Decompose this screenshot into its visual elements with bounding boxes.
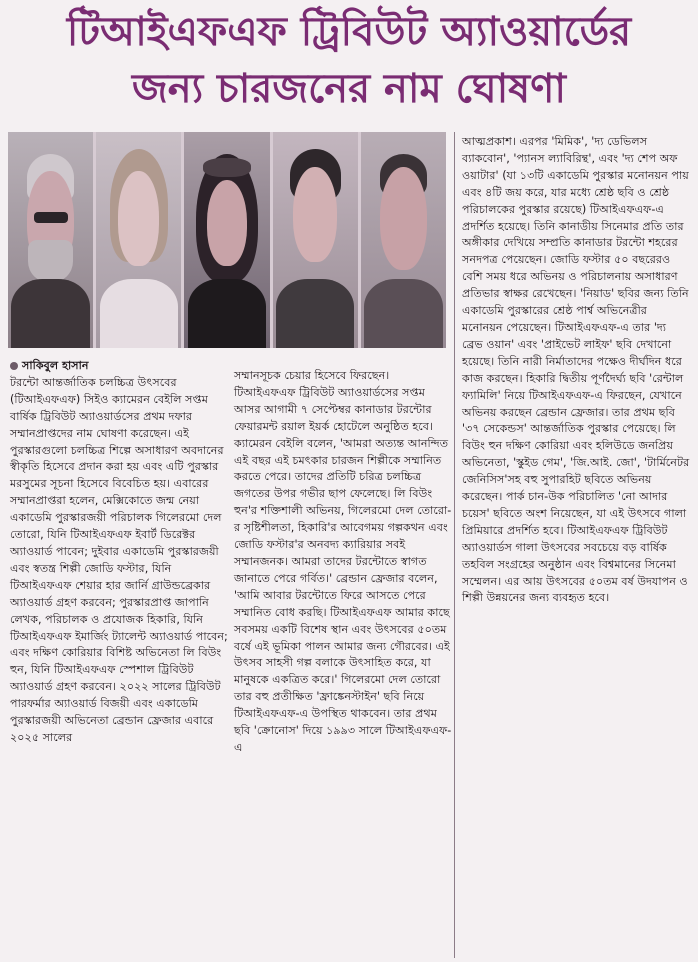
headline — [6, 4, 692, 130]
honorees-photo — [8, 132, 446, 348]
portrait-3 — [184, 132, 269, 348]
column-divider — [454, 132, 455, 958]
byline-bullet-icon — [10, 362, 18, 370]
article-column-2 — [234, 368, 454, 757]
article-text-3: আত্মপ্রকাশ। এরপর 'মিমিক', 'দ্য ডেভিলস ব্যাকবোন', 'প্যানস ল্যাবিরিন্থ', এবং 'দ্য শেপ অফ ওয়াটার' (যা ১৩টি একাডেমি পুরস্কার মনোনয়ন পায় এবং ৪টি জয় করে, যার মধ্যে শ্রেষ্ঠ ছবি ও শ্রেষ্ঠ পরিচালকের পুরস্কার রয়েছে) টিআইএফএফ-এ প্রদর্শিত হয়েছে। তিনি কানাডীয় সিনেমার প্রতি তার অঙ্গীকার দেখিয়ে সম্প্রতি কানাডার টরন্টো শহরের সনদপত্র পেয়েছেন। জোডি ফস্টার ৫০ বছরেরও বেশি সময় ধরে অভিনয় ও পরিচালনায় অসাধারণ প্রতিভার স্বাক্ষর রেখেছেন। 'নিয়াড' ছবির জন্য তিনি একাডেমি পুরস্কারের শ্রেষ্ঠ পার্শ্ব অভিনেত্রীর মনোনয়ন পেয়েছেন। টিআইএফএফ-এ তার 'দ্য ব্রেভ ওয়ান' এবং 'প্রাইভেট লাইফ' ছবি দেখানো হয়েছে। তিনি নারী নির্মাতাদের পক্ষেও দীর্ঘদিন ধরে কাজ করছেন। হিকারি দ্বিতীয় পূর্ণদৈর্ঘ্য ছবি 'রেন্টাল ফ্যামিলি' নিয়ে টিআইএফএফ-এ ফিরছেন, যেখানে অভিনয় করছেন ব্রেন্ডান ফ্রেজার। তার প্রথম ছবি '৩৭ সেকেন্ডস' আন্তর্জাতিক পুরস্কার পেয়েছে। লি বিউং হুন দক্ষিণ কোরিয়া এবং হলিউডে জনপ্রিয় অভিনেতা, 'স্কুইড গেম', 'জি.আই. জো', 'টার্মিনেটর জেনিসিস'সহ বহু সুপারহিট ছবিতে অভিনয় করেছেন। পার্ক চান-উক পরিচালিত 'নো আদার চয়েস' ছবিতে অংশ নিয়েছেন, যা এই উৎসবে গালা প্রিমিয়ারে প্রদর্শিত হবে। টিআইএফএফ ট্রিবিউট অ্যাওয়ার্ডস গালা উৎসবের সবচেয়ে বড় বার্ষিক তহবিল সংগ্রহের অনুষ্ঠান এবং বিশ্বমানের সিনেমা সম্মেলন। এর আয় উৎসবের ৫০তম বর্ষ উদযাপন ও শিল্পী উন্নয়নের জন্য ব্যবহৃত হবে। — [462, 135, 690, 605]
headline-line-1: টিআইএফএফ ট্রিবিউট অ্যাওয়ার্ডের — [66, 9, 632, 55]
portrait-5 — [361, 132, 446, 348]
byline — [10, 358, 228, 375]
article-text-1: টরন্টো আন্তর্জাতিক চলচ্চিত্র উৎসবের (টিআইএফএফ) সিইও ক্যামেরন বেইলি সপ্তম বার্ষিক ট্রিবিউট অ্যাওয়ার্ডসের প্রথম দফার সম্মানপ্রাপ্তদের নাম ঘোষণা করেছেন। এই পুরস্কারগুলো চলচ্চিত্র শিল্পে অসাধারণ অবদানের স্বীকৃতি হিসেবে প্রদান করা হয় এবং এটি পুরস্কার মরসুমের সূচনা হিসেবে বিবেচিত হয়। এবারের সম্মানপ্রাপ্তরা হলেন, মেক্সিকোতে জন্ম নেয়া একাডেমি পুরস্কারজয়ী পরিচালক গিলেরমো দেল তোরো, যিনি টিআইএফএফ ইবার্ট ডিরেক্টর অ্যাওয়ার্ড পাবেন; দুইবার একাডেমি পুরস্কারজয়ী এবং স্বতন্ত্র শিল্পী জোডি ফস্টার, যিনি টিআইএফএফ শেয়ার হার জার্নি গ্রাউন্ডব্রেকার অ্যাওয়ার্ড গ্রহণ করবেন; পুরস্কারপ্রাপ্ত জাপানি লেখক, পরিচালক ও প্রযোজক হিকারি, যিনি টিআইএফএফ ইমার্জিং ট্যালেন্ট অ্যাওয়ার্ড পাবেন; এবং দক্ষিণ কোরিয়ার বিশিষ্ট অভিনেতা লি বিউং হুন, যিনি টিআইএফএফ স্পেশাল ট্রিবিউট অ্যাওয়ার্ড গ্রহণ করবেন। ২০২২ সালের ট্রিবিউট পারফর্মার অ্যাওয়ার্ড বিজয়ী এবং একাডেমি পুরস্কারজয়ী অভিনেতা ব্রেন্ডান ফ্রেজার এবারে ২০২৫ সালের — [10, 375, 228, 744]
portrait-1 — [8, 132, 93, 348]
article-text-2: সম্মানসূচক চেয়ার হিসেবে ফিরছেন। টিআইএফএফ ট্রিবিউট অ্যাওয়ার্ডসের সপ্তম আসর আগামী ৭ সেপ্টেম্বর কানাডার টরন্টোর ফেয়ারমন্ট রয়াল ইয়র্ক হোটেলে অনুষ্ঠিত হবে। ক্যামেরন বেইলি বলেন, 'আমরা অত্যন্ত আনন্দিত এই বছর এই চমৎকার চারজন শিল্পীকে সম্মানিত করতে পেরে। তাদের প্রতিটি চরিত্র চলচ্চিত্র জগতের উপর গভীর ছাপ ফেলেছে। লি বিউং হুন'র শক্তিশালী অভিনয়, গিলেরমো দেল তোরো-র সৃষ্টিশীলতা, হিকারি'র আবেগময় গল্পকথন এবং জোডি ফস্টার'র অনবদ্য ক্যারিয়ার সবই সম্মানজনক। আমরা তাদের টরন্টোতে স্বাগত জানাতে পেরে গর্বিত।' ব্রেন্ডান ফ্রেজার বলেন, 'আমি আবার টরন্টোতে ফিরে আসতে পেরে সম্মানিত বোধ করছি। টিআইএফএফ আমার কাছে সবসময় একটি বিশেষ স্থান এবং উৎসবের ৫০তম বর্ষে এই ভূমিকা পালন আমার জন্য গৌরবের। এই উৎসব সাহসী গল্প বলাকে উৎসাহিত করে, যা মানুষকে একত্রিত করে।' গিলেরমো দেল তোরো তার বহু প্রতীক্ষিত 'ফ্রাঙ্কেনস্টাইন' ছবি নিয়ে টিআইএফএফ-এ উপস্থিত থাকবেন। তার প্রথম ছবি 'ক্রোনোস' দিয়ে ১৯৯৩ সালে টিআইএফএফ-এ — [234, 369, 452, 754]
portrait-2 — [96, 132, 181, 348]
article-column-1 — [10, 358, 228, 747]
portrait-4 — [273, 132, 358, 348]
byline-author: সাকিবুল হাসান — [22, 359, 89, 372]
headline-line-2: জন্য চারজনের নাম ঘোষণা — [131, 66, 567, 112]
article-column-3 — [462, 134, 690, 607]
